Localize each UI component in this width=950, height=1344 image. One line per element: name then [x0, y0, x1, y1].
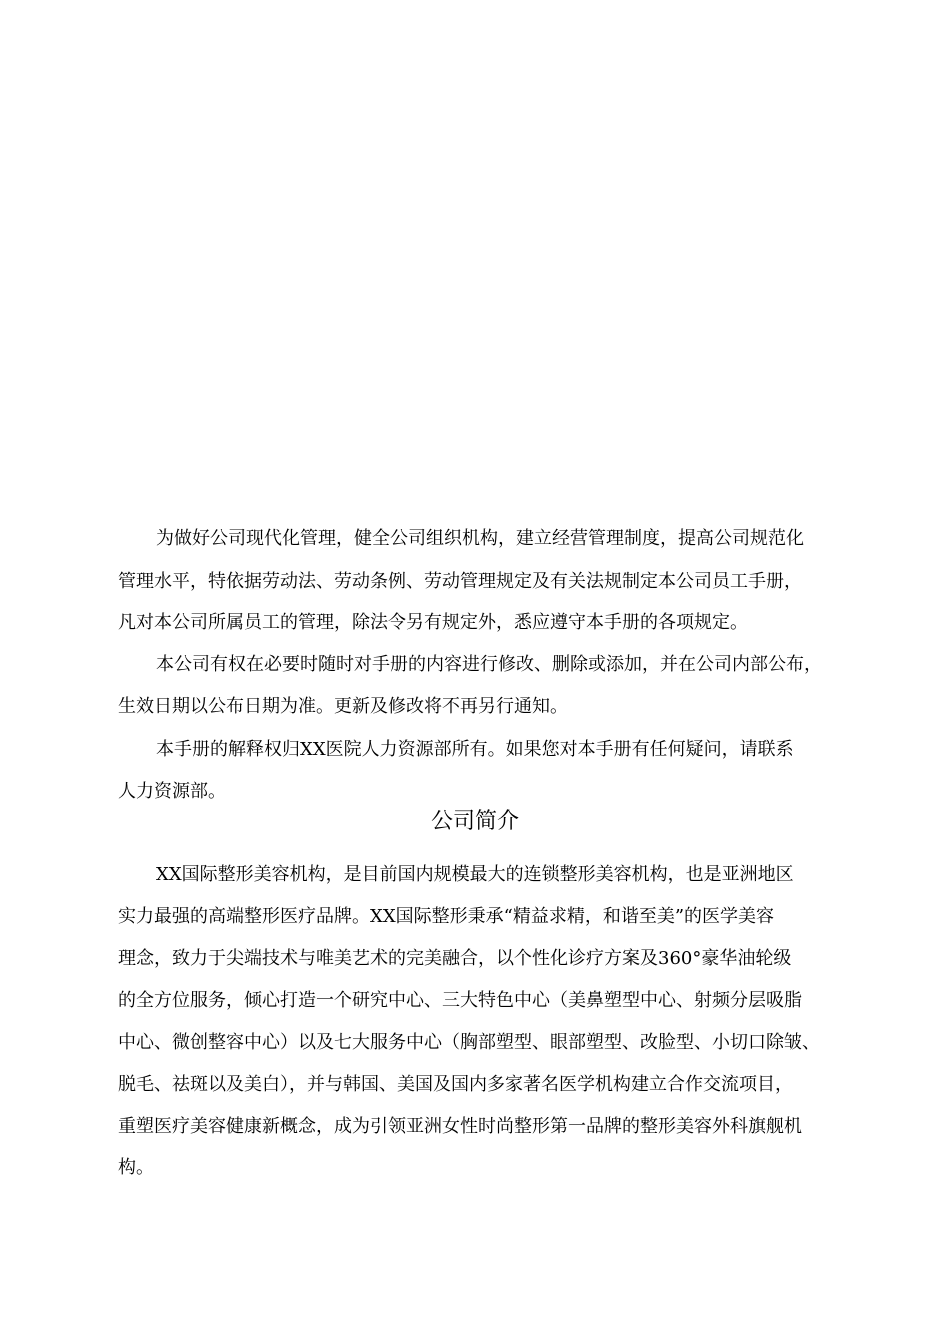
- preface-line: 本手册的解释权归XX医院人力资源部所有。如果您对本手册有任何疑问，请联系: [156, 739, 794, 760]
- preface-line: 为做好公司现代化管理，健全公司组织机构，建立经营管理制度，提高公司规范化: [156, 528, 804, 549]
- section-title: 公司简介: [430, 809, 519, 834]
- preface-line: 凡对本公司所属员工的管理，除法令另有规定外，悉应遵守本手册的各项规定。: [118, 612, 748, 633]
- preface-line: 本公司有权在必要时随时对手册的内容进行修改、删除或添加，并在公司内部公布，: [156, 654, 822, 675]
- intro-line: 重塑医疗美容健康新概念，成为引领亚洲女性时尚整形第一品牌的整形美容外科旗舰机: [118, 1116, 802, 1137]
- intro-line: 理念，致力于尖端技术与唯美艺术的完美融合，以个性化诊疗方案及360°豪华油轮级: [118, 948, 792, 969]
- preface-line: 生效日期以公布日期为准。更新及修改将不再另行通知。: [118, 696, 568, 717]
- intro-line: XX国际整形美容机构，是目前国内规模最大的连锁整形美容机构，也是亚洲地区: [156, 864, 794, 885]
- intro-line: 构。: [118, 1157, 154, 1178]
- preface-line: 管理水平，特依据劳动法、劳动条例、劳动管理规定及有关法规制定本公司员工手册，: [118, 571, 802, 592]
- intro-line: 脱毛、祛斑以及美白），并与韩国、美国及国内多家著名医学机构建立合作交流项目，: [118, 1074, 793, 1095]
- intro-line: 中心、微创整容中心）以及七大服务中心（胸部塑型、眼部塑型、改脸型、小切口除皱、: [118, 1032, 820, 1053]
- intro-line: 的全方位服务，倾心打造一个研究中心、三大特色中心（美鼻塑型中心、射频分层吸脂: [118, 990, 802, 1011]
- preface-line: 人力资源部。: [118, 781, 226, 802]
- intro-line: 实力最强的高端整形医疗品牌。XX国际整形秉承“精益求精，和谐至美”的医学美容: [118, 906, 775, 927]
